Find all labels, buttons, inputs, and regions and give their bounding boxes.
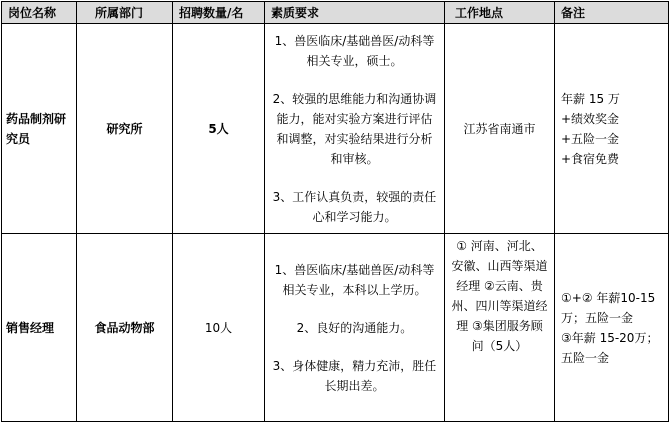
recruitment-table <box>1 1 669 422</box>
header-row <box>2 2 669 24</box>
note-line: 年薪 15 万 <box>561 91 620 106</box>
note-line: +五险一金 <box>561 131 620 146</box>
requirement-item: 1、兽医临床/基础兽医/动科等相关专业，本科以上学历。 <box>274 262 435 297</box>
note-line: ①+② 年薪10-15万；五险一金 <box>561 290 656 325</box>
note-line: +绩效奖金 <box>561 111 620 126</box>
work-location: 江苏省南通市 <box>445 24 555 234</box>
job-title: 销售经理 <box>2 234 77 422</box>
work-location: ① 河南、河北、安徽、山西等渠道经理 ②云南、贵州、四川等渠道经理 ③集团服务顾问（5人） <box>445 234 555 422</box>
headcount: 10人 <box>173 234 265 422</box>
note-line: ③年薪 15-20万；五险一金 <box>561 330 659 365</box>
header-location: 工作地点 <box>445 2 555 24</box>
job-title: 药品制剂研究员 <box>2 24 77 234</box>
table-row <box>2 24 669 234</box>
headcount: 5人 <box>173 24 265 234</box>
department: 食品动物部 <box>77 234 173 422</box>
requirement-item: 3、身体健康，精力充沛，胜任长期出差。 <box>272 358 437 393</box>
notes <box>555 234 669 422</box>
header-title: 岗位名称 <box>2 2 77 24</box>
table-row <box>2 234 669 422</box>
requirements <box>265 234 445 422</box>
header-count: 招聘数量/名 <box>173 2 265 24</box>
header-notes: 备注 <box>555 2 669 24</box>
requirement-item: 1、兽医临床/基础兽医/动科等相关专业，硕士。 <box>274 33 435 68</box>
requirement-item: 3、工作认真负责，较强的责任心和学习能力。 <box>272 189 437 224</box>
requirements <box>265 24 445 234</box>
header-department: 所属部门 <box>77 2 173 24</box>
note-line: +食宿免费 <box>561 151 620 166</box>
requirement-item: 2、良好的沟通能力。 <box>296 320 413 335</box>
requirement-item: 2、较强的思维能力和沟通协调能力，能对实验方案进行评估和调整，对实验结果进行分析和审核。 <box>272 91 437 166</box>
notes <box>555 24 669 234</box>
header-requirements: 素质要求 <box>265 2 445 24</box>
department: 研究所 <box>77 24 173 234</box>
